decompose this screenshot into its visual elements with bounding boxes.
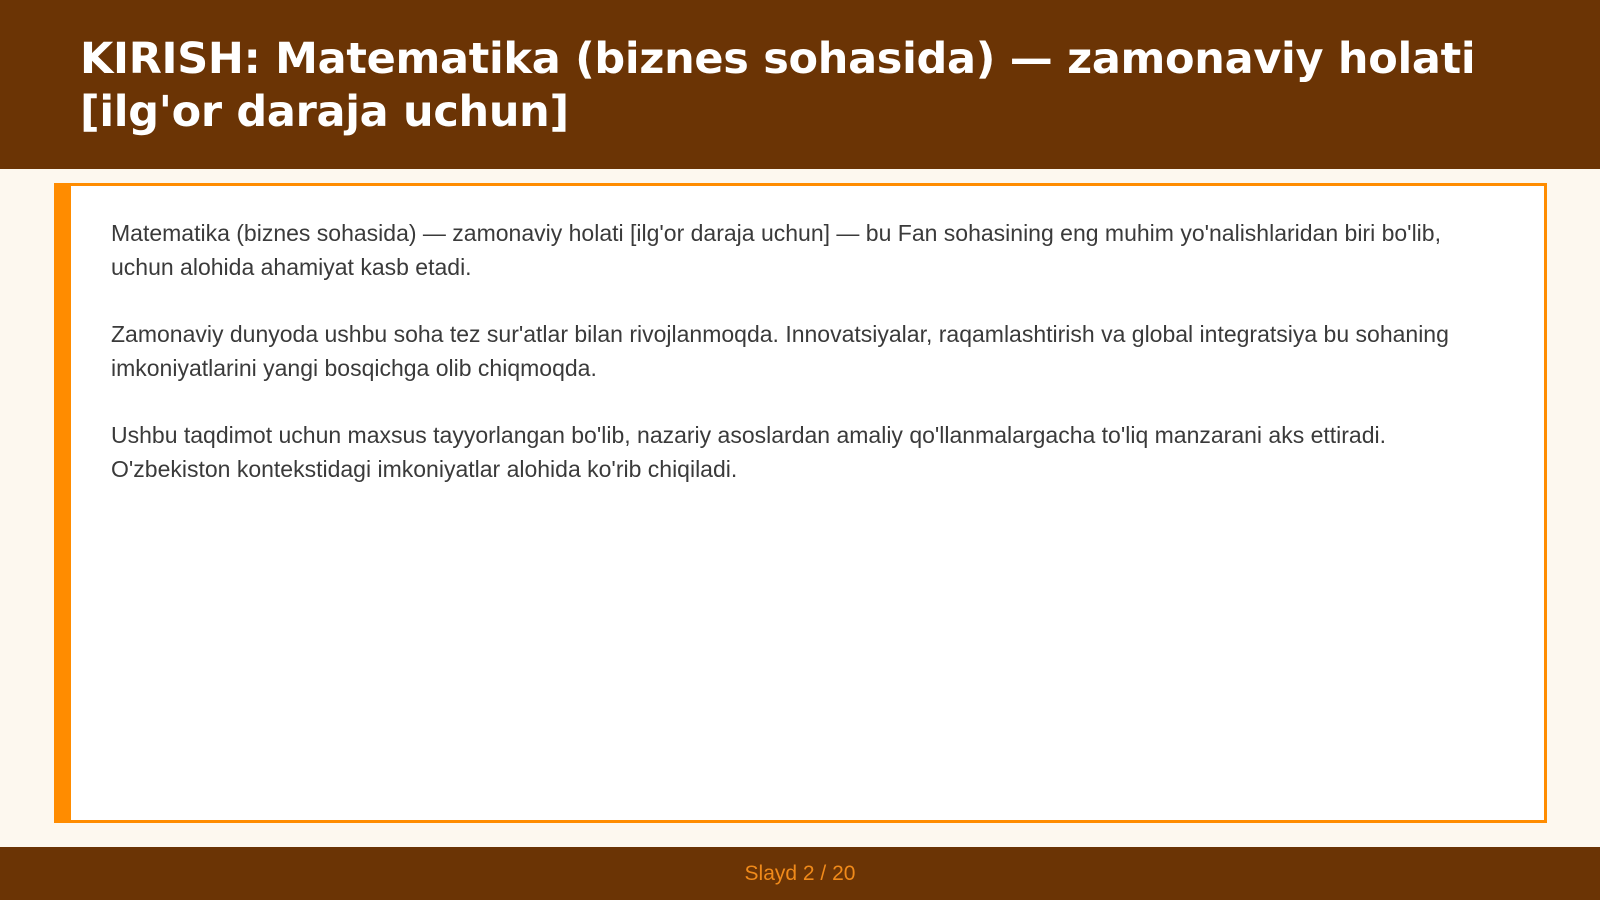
modern-paragraph: Zamonaviy dunyoda ushbu soha tez sur'atlar bilan rivojlanmoqda. Innovatsiyalar, raqamlashtirish va global integratsiya bu sohaning imkoniyatlarini yangi bosqichga olib chiqmoqda.	[111, 321, 1449, 381]
content-card	[54, 183, 1547, 823]
slide-title: KIRISH: Matematika (biznes sohasida) — zamonaviy holati [ilg'or daraja uchun]	[80, 34, 1476, 137]
slide-header	[0, 0, 1600, 169]
slide-counter: Slayd 2 / 20	[744, 861, 856, 885]
slide-footer	[0, 847, 1600, 900]
content-body	[71, 186, 1544, 486]
intro-paragraph: Matematika (biznes sohasida) — zamonaviy holati [ilg'or daraja uchun] — bu Fan sohasining eng muhim yo'nalishlaridan biri bo'lib, uchun alohida ahamiyat kasb etadi.	[111, 220, 1441, 280]
presentation-paragraph: Ushbu taqdimot uchun maxsus tayyorlangan bo'lib, nazariy asoslardan amaliy qo'llanmalargacha to'liq manzarani aks ettiradi. O'zbekiston kontekstidagi imkoniyatlar alohida ko'rib chiqiladi.	[111, 422, 1387, 482]
